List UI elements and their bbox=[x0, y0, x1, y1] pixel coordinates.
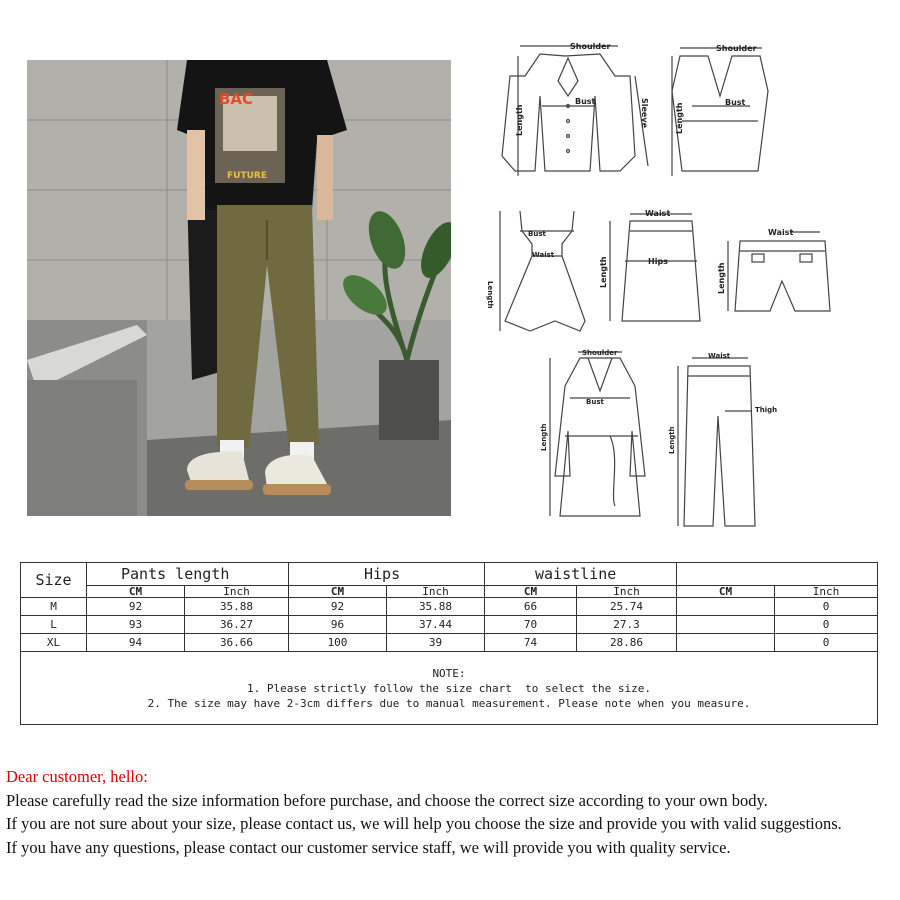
note-title: NOTE: bbox=[432, 666, 466, 680]
coat-bust-label: Bust bbox=[586, 398, 604, 406]
skirt-diagram bbox=[610, 214, 700, 321]
unit-cell: CM bbox=[87, 586, 185, 598]
skirt-waist-label: Waist bbox=[645, 209, 671, 218]
table-row bbox=[21, 634, 878, 652]
pants-length-header: Pants length bbox=[87, 563, 289, 586]
blouse-length-label: Length bbox=[515, 104, 524, 136]
coat-shoulder-label: Shoulder bbox=[582, 349, 618, 357]
dress-bust-label: Bust bbox=[528, 230, 546, 238]
customer-message bbox=[6, 765, 896, 859]
size-chart-table bbox=[20, 562, 878, 725]
dress-length-label: Length bbox=[486, 281, 494, 309]
table-cell: 0 bbox=[775, 598, 878, 616]
note-line-1: 1. Please strictly follow the size chart to select the size. bbox=[247, 681, 651, 695]
unit-cell: CM bbox=[485, 586, 577, 598]
dress-waist-label: Waist bbox=[532, 251, 555, 259]
trousers-waist-label: Waist bbox=[708, 352, 731, 360]
table-cell: 92 bbox=[87, 598, 185, 616]
table-cell: 36.27 bbox=[185, 616, 289, 634]
table-cell: 94 bbox=[87, 634, 185, 652]
skirt-length-label: Length bbox=[599, 256, 608, 288]
coat-diagram bbox=[550, 352, 645, 516]
trousers-length-label: Length bbox=[668, 426, 676, 454]
table-cell: 35.88 bbox=[387, 598, 485, 616]
table-row bbox=[21, 616, 878, 634]
product-photo bbox=[27, 60, 451, 516]
unit-cell: Inch bbox=[185, 586, 289, 598]
size-header: Size bbox=[21, 563, 87, 598]
hips-header: Hips bbox=[289, 563, 485, 586]
trousers-thigh-label: Thigh bbox=[755, 406, 778, 414]
unit-cell: Inch bbox=[577, 586, 677, 598]
table-cell: 25.74 bbox=[577, 598, 677, 616]
blouse-shoulder-label: Shoulder bbox=[570, 42, 611, 51]
garment-diagrams bbox=[470, 36, 890, 536]
dress-diagram bbox=[500, 211, 585, 331]
greeting-text: Dear customer, hello: bbox=[6, 767, 148, 786]
unit-cell: CM bbox=[289, 586, 387, 598]
unit-cell: CM bbox=[677, 586, 775, 598]
size-cell: M bbox=[21, 598, 87, 616]
table-cell: 39 bbox=[387, 634, 485, 652]
shorts-waist-label: Waist bbox=[768, 228, 794, 237]
table-cell bbox=[677, 634, 775, 652]
tank-shoulder-label: Shoulder bbox=[716, 44, 757, 53]
blouse-sleeve-label: Sleeve bbox=[640, 98, 649, 128]
shorts-length-label: Length bbox=[717, 262, 726, 294]
size-note bbox=[21, 652, 878, 725]
table-cell: 28.86 bbox=[577, 634, 677, 652]
model-illustration bbox=[27, 60, 451, 516]
table-cell: 70 bbox=[485, 616, 577, 634]
shirt-print-bottom: FUTURE bbox=[227, 171, 267, 181]
table-row bbox=[21, 598, 878, 616]
shirt-print-top: BAC bbox=[219, 90, 254, 108]
table-cell: 36.66 bbox=[185, 634, 289, 652]
table-cell: 35.88 bbox=[185, 598, 289, 616]
tank-bust-label: Bust bbox=[725, 98, 746, 107]
size-cell: L bbox=[21, 616, 87, 634]
table-cell: 100 bbox=[289, 634, 387, 652]
extra-header bbox=[677, 563, 878, 586]
table-cell: 37.44 bbox=[387, 616, 485, 634]
coat-length-label: Length bbox=[540, 423, 548, 451]
table-cell: 96 bbox=[289, 616, 387, 634]
tank-diagram bbox=[672, 48, 768, 176]
waistline-header: waistline bbox=[485, 563, 677, 586]
tank-length-label: Length bbox=[675, 102, 684, 134]
table-cell bbox=[677, 616, 775, 634]
skirt-hips-label: Hips bbox=[648, 257, 668, 266]
unit-cell: Inch bbox=[775, 586, 878, 598]
table-cell: 92 bbox=[289, 598, 387, 616]
message-line-1: Please carefully read the size information before purchase, and choose the correct size according to your own body. bbox=[6, 790, 768, 810]
table-cell: 0 bbox=[775, 634, 878, 652]
note-line-2: 2. The size may have 2-3cm differs due to manual measurement. Please note when you measure. bbox=[147, 696, 751, 710]
trousers-diagram bbox=[678, 358, 755, 526]
table-cell: 0 bbox=[775, 616, 878, 634]
table-cell: 93 bbox=[87, 616, 185, 634]
table-cell: 66 bbox=[485, 598, 577, 616]
shorts-diagram bbox=[728, 232, 830, 311]
unit-cell: Inch bbox=[387, 586, 485, 598]
blouse-bust-label: Bust bbox=[575, 97, 596, 106]
table-cell bbox=[677, 598, 775, 616]
message-line-3: If you have any questions, please contact our customer service staff, we will provide you with quality service. bbox=[6, 837, 731, 857]
size-cell: XL bbox=[21, 634, 87, 652]
message-line-2: If you are not sure about your size, please contact us, we will help you choose the size and provide you with valid suggestions. bbox=[6, 814, 842, 833]
table-cell: 27.3 bbox=[577, 616, 677, 634]
table-cell: 74 bbox=[485, 634, 577, 652]
